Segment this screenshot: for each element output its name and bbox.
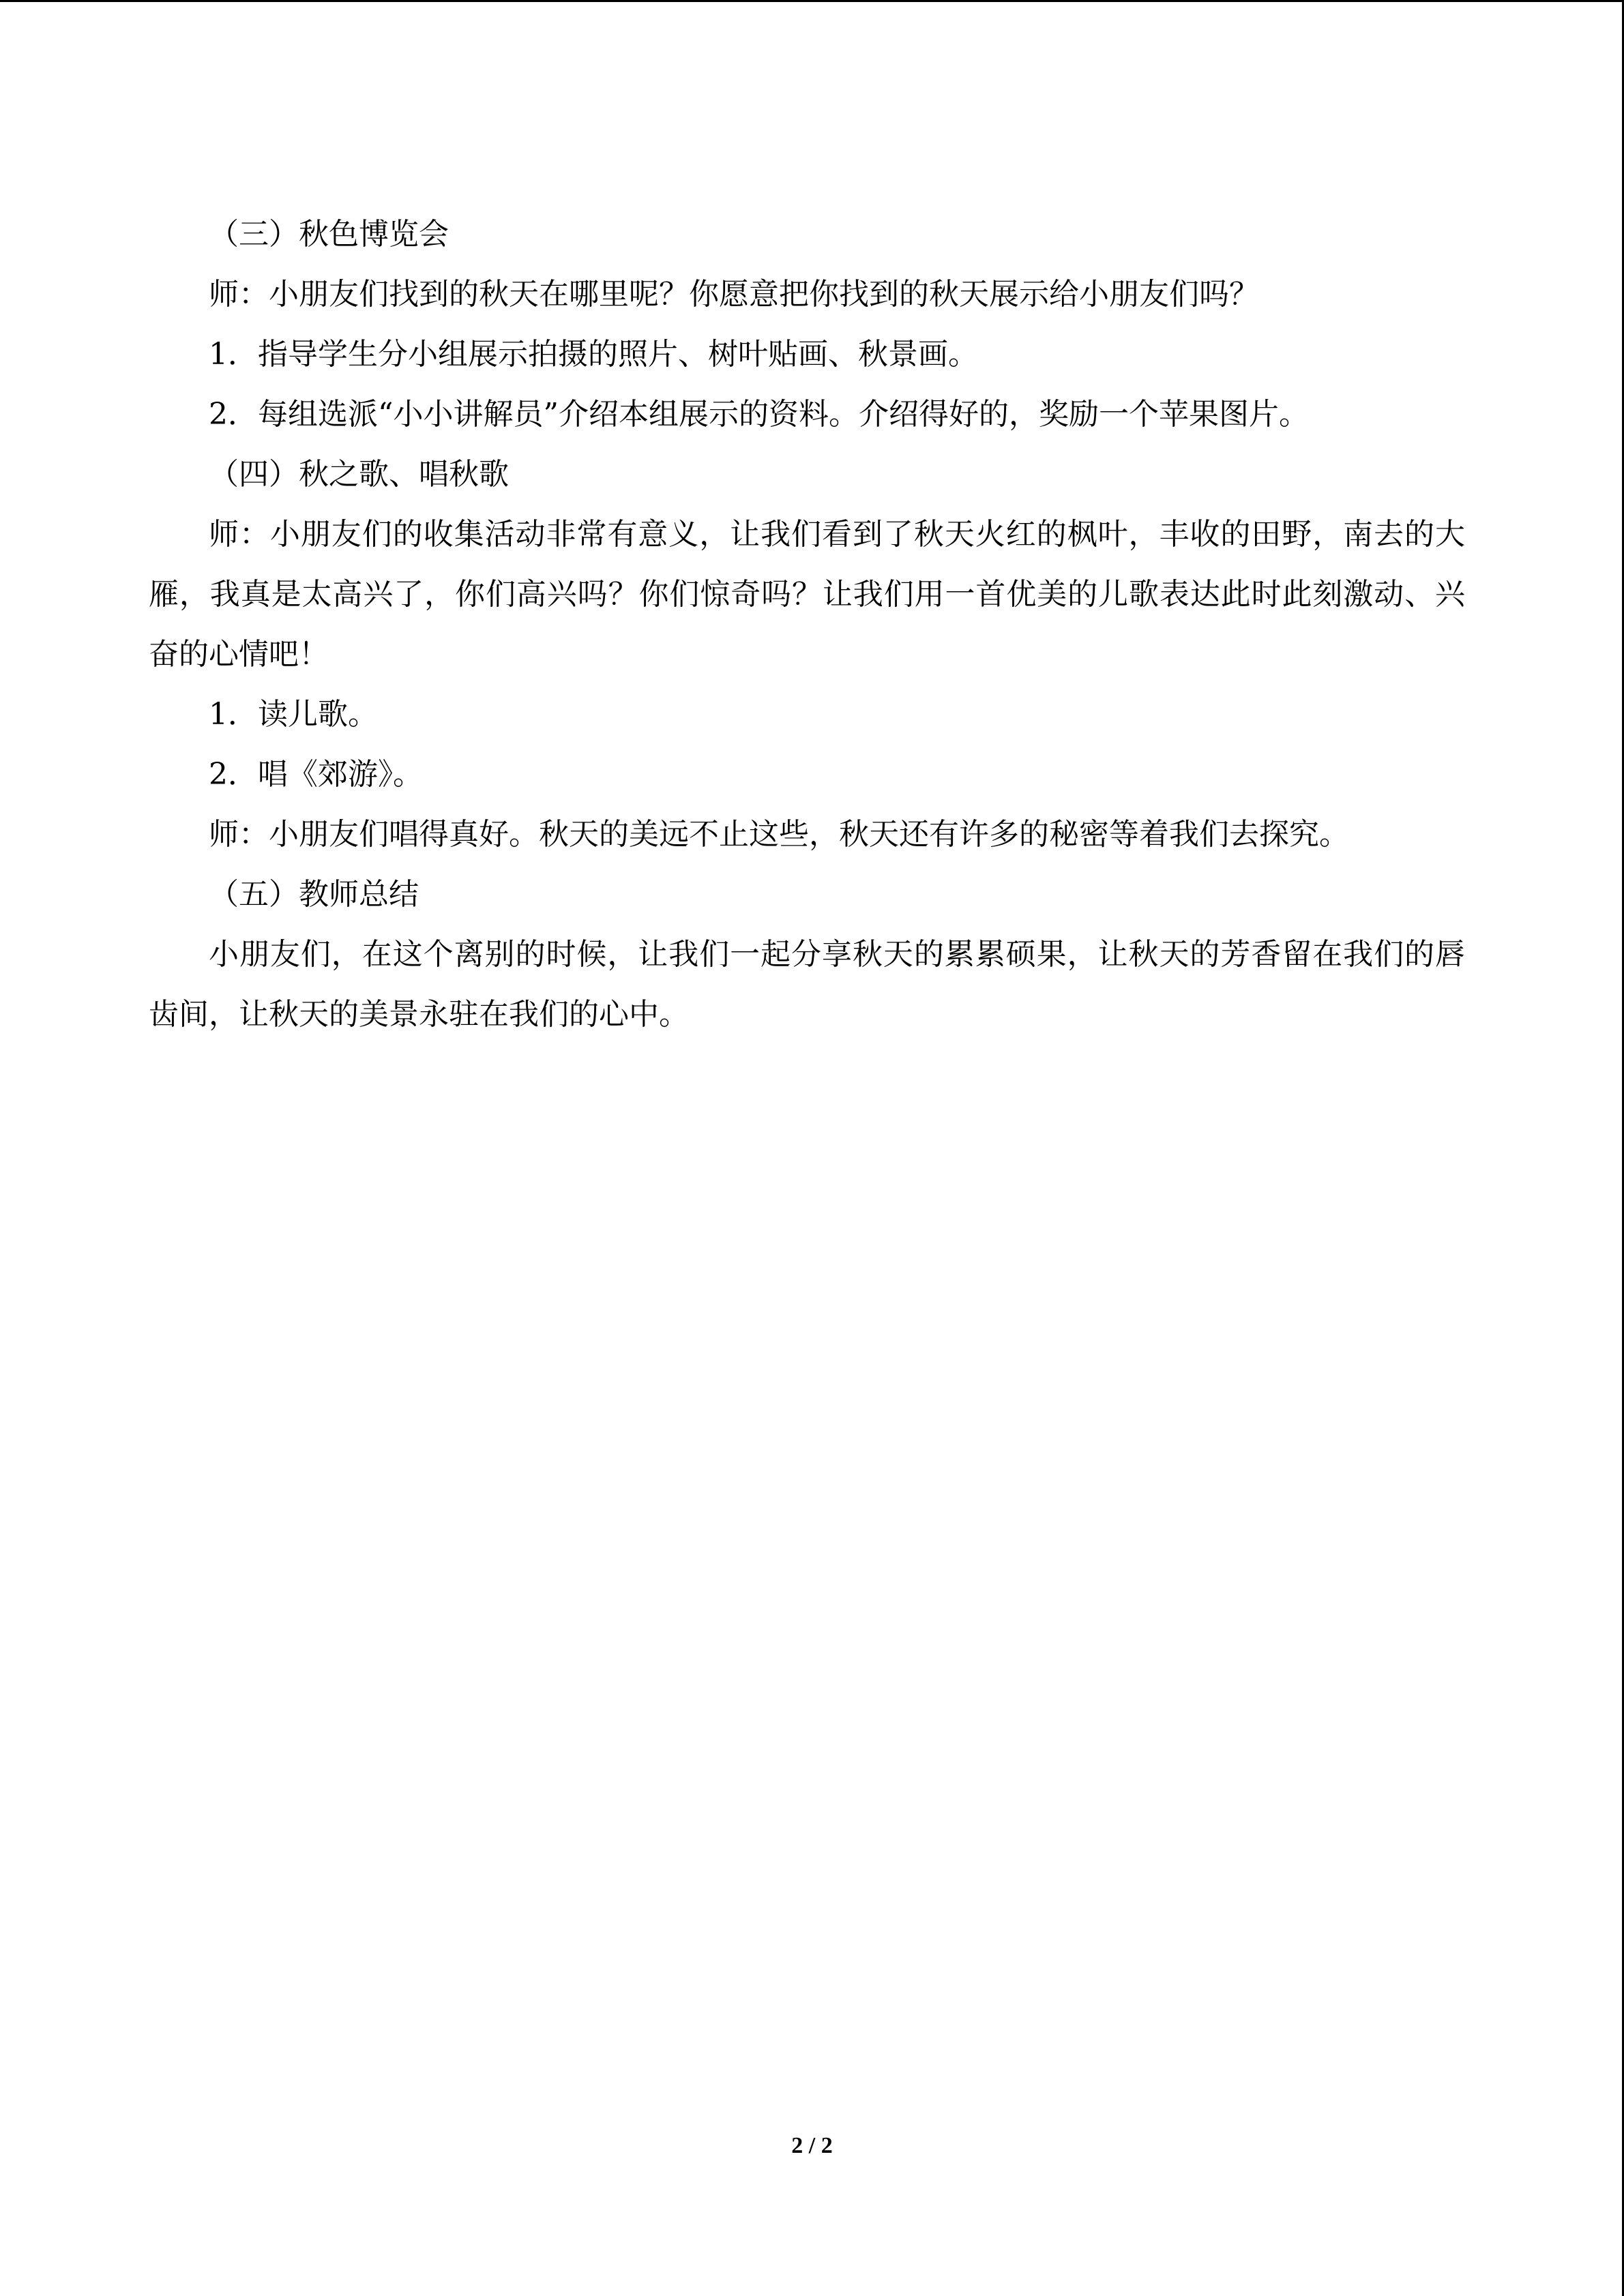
step-1-paragraph: 1．指导学生分小组展示拍摄的照片、树叶贴画、秋景画。 [209, 337, 978, 372]
section-heading-5: （五）教师总结 [209, 877, 419, 912]
top-border-line [0, 0, 1624, 2]
summary-paragraph: 小朋友们，在这个离别的时候，让我们一起分享秋天的累累硕果，让秋天的芳香留在我们的唇齿间，让秋天的美景永驻在我们的心中。 [149, 937, 1465, 1032]
song-step-2-paragraph: 2．唱《郊游》。 [209, 757, 423, 792]
teacher-question-paragraph: 师：小朋友们找到的秋天在哪里呢？你愿意把你找到的秋天展示给小朋友们吗？ [209, 277, 1259, 312]
section-heading-3: （三）秋色博览会 [209, 217, 449, 252]
teacher-praise-paragraph: 师：小朋友们唱得真好。秋天的美远不止这些，秋天还有许多的秘密等着我们去探究。 [209, 817, 1349, 852]
song-step-1-paragraph: 1．读儿歌。 [209, 697, 378, 732]
document-body [149, 205, 1465, 1045]
step-2-paragraph: 2．每组选派“小小讲解员”介绍本组展示的资料。介绍得好的，奖励一个苹果图片。 [209, 397, 1309, 432]
section-heading-4: （四）秋之歌、唱秋歌 [209, 457, 509, 492]
page-number: 2 / 2 [791, 2133, 833, 2158]
teacher-intro-song-paragraph: 师：小朋友们的收集活动非常有意义，让我们看到了秋天火红的枫叶，丰收的田野，南去的大雁，我真是太高兴了，你们高兴吗？你们惊奇吗？让我们用一首优美的儿歌表达此时此刻激动、兴奋的心情吧！ [149, 517, 1465, 672]
